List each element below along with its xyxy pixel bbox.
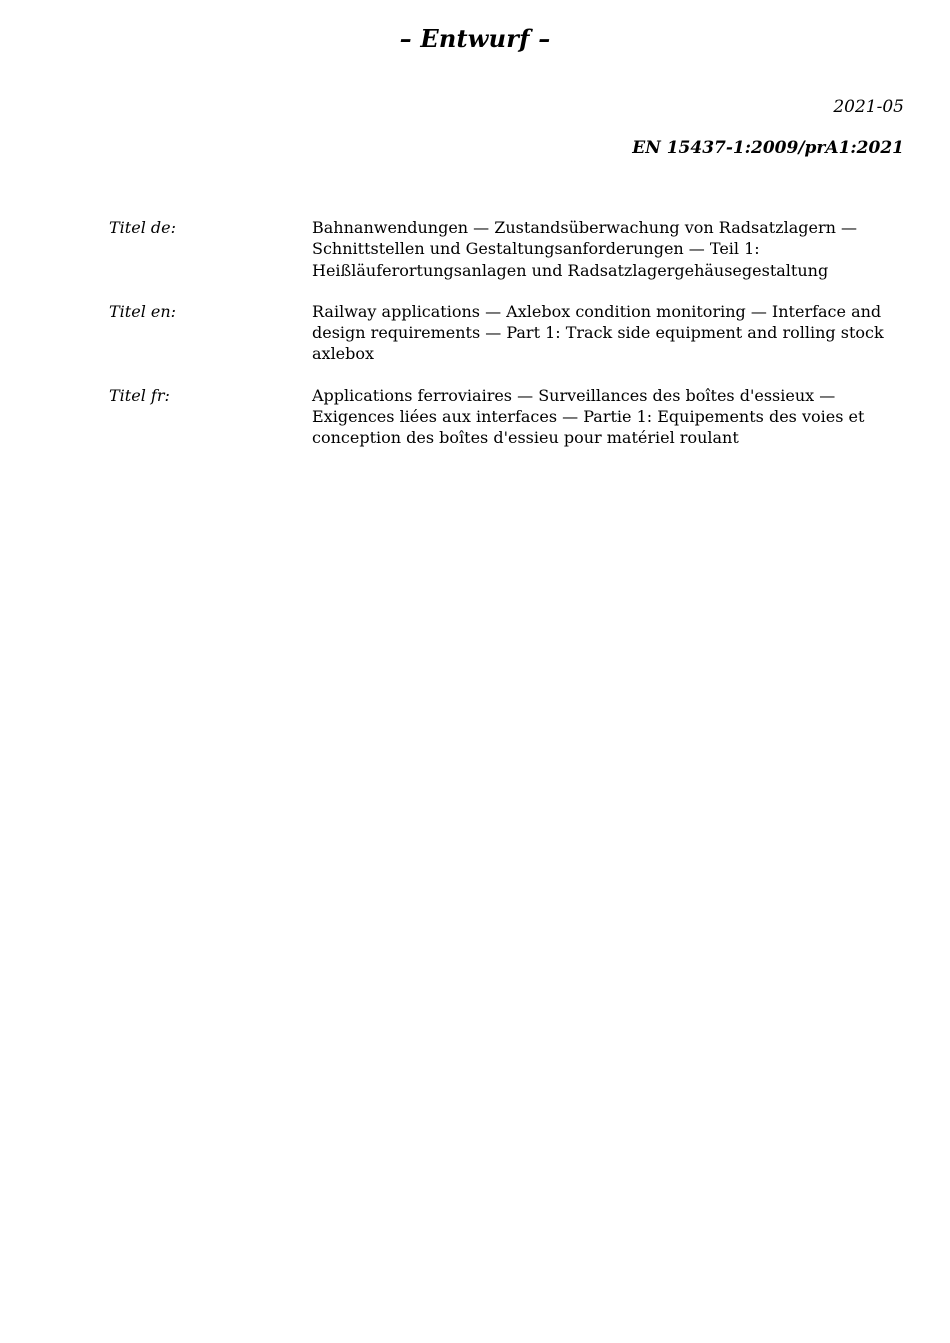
draft-heading: – Entwurf – — [399, 24, 551, 53]
title-text-fr: Applications ferroviaires — Surveillances des boîtes d'essieux — Exigences liées aux interfaces — Partie 1: Equipements des voies et conception des boîtes d'essieu pour matériel roulant — [312, 385, 865, 448]
title-row-de — [109, 217, 909, 281]
title-row-fr — [109, 385, 909, 449]
title-text-de: Bahnanwendungen — Zustandsüberwachung von Radsatzlagern — Schnittstellen und Gestaltungsanforderungen — Teil 1: Heißläuferortungsanlagen und Radsatzlagergehäusegestaltung — [312, 218, 857, 280]
document-date: 2021-05 — [833, 97, 904, 117]
title-label-de: Titel de: — [109, 218, 176, 237]
title-list — [109, 217, 909, 469]
document-number: EN 15437-1:2009/prA1:2021 — [632, 138, 904, 158]
title-row-en — [109, 301, 909, 365]
title-label-en: Titel en: — [109, 301, 177, 321]
title-label-fr: Titel fr: — [109, 385, 170, 405]
title-text-en: Railway applications — Axlebox condition monitoring — Interface and design requirements — Part 1: Track side equipment and rolling stock axlebox — [312, 301, 884, 364]
